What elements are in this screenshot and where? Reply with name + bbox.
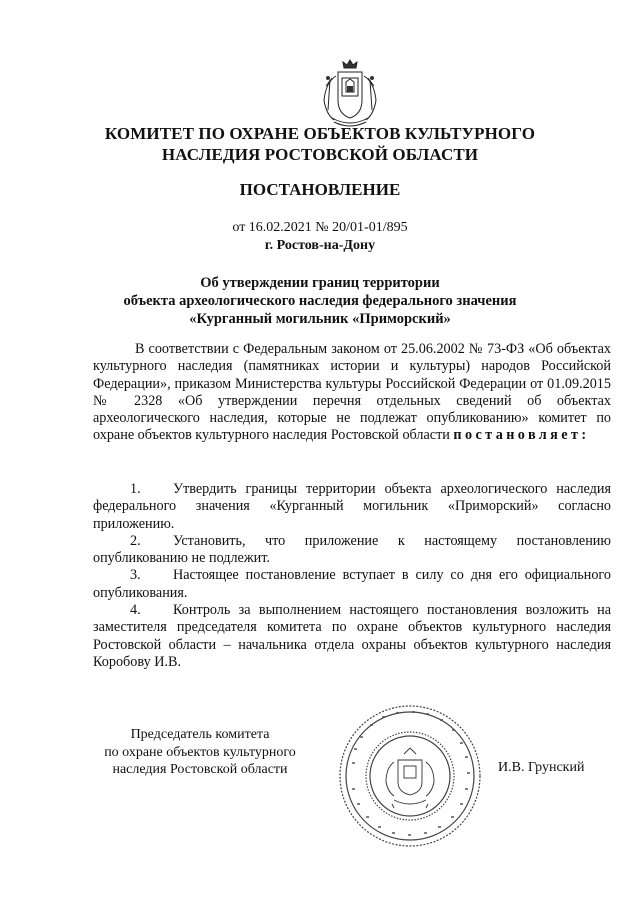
position-line3: наследия Ростовской области xyxy=(112,762,288,777)
city: г. Ростов-на-Дону xyxy=(264,238,376,253)
title-line1: Об утверждении границ территории xyxy=(200,275,440,291)
list-item xyxy=(93,602,611,671)
item-number: 4. xyxy=(130,602,141,619)
document-type: ПОСТАНОВЛЕНИЕ xyxy=(239,180,401,199)
list-item xyxy=(93,533,611,568)
coat-of-arms-icon xyxy=(316,56,384,132)
list-item xyxy=(93,567,611,602)
resolves-word: постановляет: xyxy=(453,427,590,444)
items-list xyxy=(93,481,611,671)
title-line3: «Курганный могильник «Приморский» xyxy=(189,311,451,327)
item-number: 3. xyxy=(130,567,141,584)
item-number: 1. xyxy=(130,481,141,497)
org-name-line1: КОМИТЕТ ПО ОХРАНЕ ОБЪЕКТОВ КУЛЬТУРНОГО xyxy=(104,124,536,143)
position-line1: Председатель комитета xyxy=(130,727,270,742)
signatory-position xyxy=(90,726,310,779)
preamble-text: В соответствии с Федеральным законом от 25.06.2002 № 73-ФЗ «Об объектах культурного наследия (памятниках истории и культуры) народов Российской Федерации», приказом Министерства культуры Российской Федерации от 01.09.2015 № 2328 «Об утверждении перечня отдельных сведений об объектах археологического наследия, которые не подлежат опубликованию» комитет по охране объектов культурного наследия Ростовской области xyxy=(93,341,611,444)
item-text: Утвердить границы территории объекта археологического наследия федерального значения «Курганный могильник «Приморский» согласно приложению. xyxy=(93,481,611,532)
org-name-line2: НАСЛЕДИЯ РОСТОВСКОЙ ОБЛАСТИ xyxy=(161,145,479,164)
date-number: от 16.02.2021 № 20/01-01/895 xyxy=(232,220,408,235)
item-text: Контроль за выполнением настоящего постановления возложить на заместителя председателя комитета по охране объектов культурного наследия Ростовской области – начальника отдела охраны объектов культурного наследия Коробову И.В. xyxy=(93,602,611,670)
preamble xyxy=(93,341,611,445)
list-item xyxy=(93,481,611,533)
official-seal-icon xyxy=(334,702,486,850)
position-line2: по охране объектов культурного xyxy=(104,744,296,760)
title-line2: объекта археологического наследия федерального значения xyxy=(123,293,517,309)
item-number: 2. xyxy=(130,532,141,549)
signatory-name: И.В. Грунский xyxy=(498,760,585,775)
item-text: Установить, что приложение к настоящему постановлению опубликованию не подлежит. xyxy=(93,532,611,567)
item-text: Настоящее постановление вступает в силу со дня его официального опубликования. xyxy=(93,567,611,601)
